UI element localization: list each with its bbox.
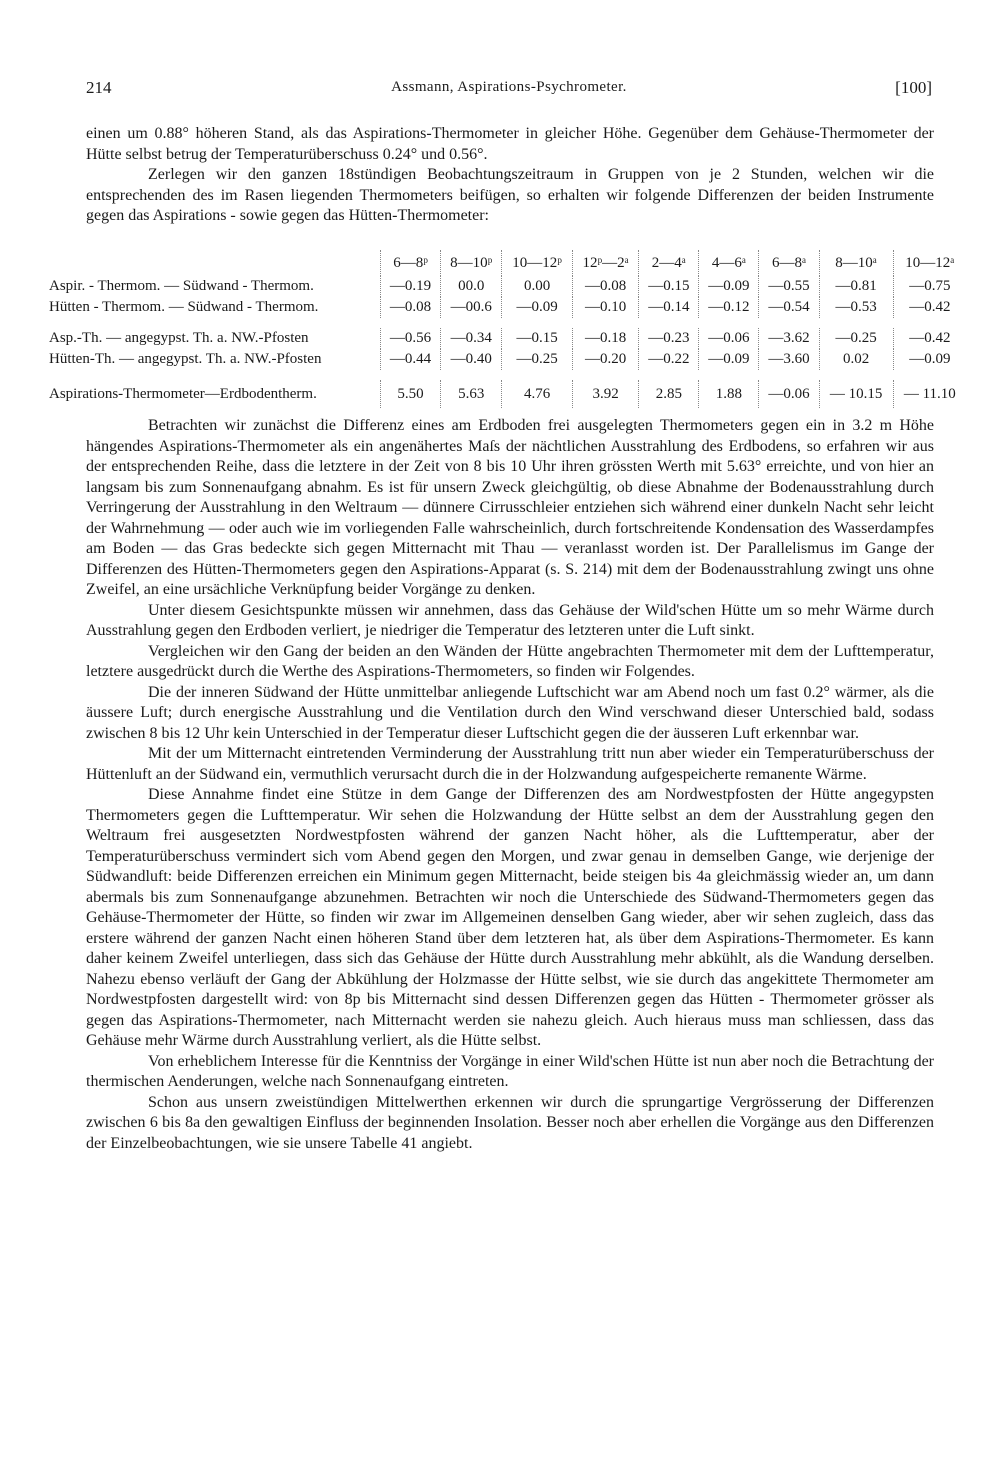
table-cell: 0.00: [502, 276, 573, 297]
body-text: [86, 416, 934, 1154]
table-cell: 0.02: [819, 349, 893, 370]
paragraph: Schon aus unsern zweistündigen Mittelwerthen erkennen wir durch die sprungartige Vergrösserung der Differenzen zwischen 6 bis 8a den gewaltigen Einfluss der beginnenden Insolation. Besser noch aber erhellen die Vorgänge aus den Differenzen der Einzelbeobachtungen, wie sie unsere Tabelle 41 angiebt.: [86, 1093, 934, 1152]
table-cell: —3.62: [759, 328, 819, 349]
table-cell: —0.56: [381, 328, 441, 349]
table-cell: —0.55: [759, 276, 819, 297]
table-cell: 00.0: [441, 276, 502, 297]
table-cell: —0.44: [381, 349, 441, 370]
column-header: 10—12ᵃ: [893, 250, 966, 276]
paragraph: Vergleichen wir den Gang der beiden an den Wänden der Hütte angebrachten Thermometer mit dem der Lufttemperatur, letztere ausgedrückt durch die Werthe des Aspirations-Thermometers, so finden wir Folgendes.: [86, 642, 934, 680]
table-cell: 5.63: [441, 380, 502, 408]
paragraph: Diese Annahme findet eine Stütze in dem Gange der Differenzen des am Nordwestpfosten der Hütte angegypsten Thermometers gegen die Lufttemperatur. Wir sehen die Holzwandung der Hütte selbst an dem der Ausstrahlung gegen den Weltraum frei ausgesetzten Nordwestpfosten während der ganzen Nacht höher, als die Lufttemperatur, aber der Temperaturüberschuss vermindert sich vom Abend gegen den Morgen, und zwar genau in demselben Gange, wie derjenige der Südwandluft: beide Differenzen erreichen ein Minimum gegen Mitternacht, beide steigen bis 4a gleichmässig wieder an, um dann abermals bis zum Sonnenaufgange abzunehmen. Betrachten wir noch die Unterschiede des Südwand-Thermometers gegen das Gehäuse-Thermometer der Hütte, so finden wir zwar im Allgemeinen denselben Gang wieder, aber wir sehen zugleich, dass das erstere während der ganzen Nacht einen höheren Stand über dem letzteren hat, als über dem Aspirations-Thermometer. Es kann daher keinem Zweifel unterliegen, dass sich das Gehäuse der Hütte durch Ausstrahlung mehr abkühlt, als die Wandung derselben. Nahezu ebenso verläuft der Gang der Abkühlung der Holzmasse der Hütte selbst, wie sie durch das angekittete Thermometer am Nordwestpfosten dargestellt wird: von 8p bis Mitternacht sind dessen Differenzen gegen das Hütten - Thermometer grösser als gegen das Aspirations-Thermometer, nach Mitternacht werden sie nahezu gleich. Auch hieraus muss man schliessen, dass das Gehäuse mehr Wärme durch Ausstrahlung verliert, als die Hütte selbst.: [86, 786, 934, 1049]
table-row: [46, 380, 966, 408]
paragraph: Mit der um Mitternacht eintretenden Verminderung der Ausstrahlung tritt nun aber wieder ein Temperaturüberschuss der Hüttenluft an der Südwand ein, vermuthlich verursacht durch die in der Holzwandung aufgespeicherte remanente Wärme.: [86, 745, 934, 783]
table-header-row: [46, 250, 966, 276]
table-cell: —0.75: [893, 276, 966, 297]
table-cell: 1.88: [699, 380, 759, 408]
row-label: Asp.-Th. — angegypst. Th. a. NW.-Pfosten: [49, 330, 309, 346]
row-label: Hütten-Th. — angegypst. Th. a. NW.-Pfosten: [49, 351, 322, 367]
table-cell: —0.20: [572, 349, 638, 370]
table-cell: 5.50: [381, 380, 441, 408]
table-cell: —0.22: [639, 349, 699, 370]
table-cell: —0.81: [819, 276, 893, 297]
table-cell: 4.76: [502, 380, 573, 408]
table-row: [46, 297, 966, 318]
table-cell: —0.06: [699, 328, 759, 349]
column-header: 2—4ᵃ: [639, 250, 699, 276]
table-row: [46, 328, 966, 349]
table-cell: 2.85: [639, 380, 699, 408]
differences-table: [46, 250, 966, 408]
table-spacer: [46, 370, 966, 380]
column-header: 8—10ᵃ: [819, 250, 893, 276]
intro-text: [86, 124, 934, 227]
table-cell: —0.12: [699, 297, 759, 318]
table-cell: —0.23: [639, 328, 699, 349]
row-label: Aspirations-Thermometer—Erdbodentherm.: [49, 385, 317, 402]
table-cell: —0.09: [699, 349, 759, 370]
table-cell: —00.6: [441, 297, 502, 318]
column-header: 12ᵖ—2ᵃ: [572, 250, 638, 276]
table-cell: — 11.10: [893, 380, 966, 408]
table-cell: —0.09: [699, 276, 759, 297]
table-cell: —0.08: [381, 297, 441, 318]
table-spacer: [46, 318, 966, 328]
column-header: 6—8ᵖ: [381, 250, 441, 276]
table-cell: —0.42: [893, 328, 966, 349]
paragraph: Von erheblichem Interesse für die Kenntniss der Vorgänge in einer Wild'schen Hütte ist nun aber noch die Betrachtung der thermischen Aenderungen, welche nach Sonnenaufgang eintreten.: [86, 1052, 934, 1090]
running-header: [86, 78, 932, 104]
table-header-blank: [46, 250, 381, 276]
table-cell: 3.92: [572, 380, 638, 408]
row-label: Hütten - Thermom. — Südwand - Thermom.: [49, 299, 319, 315]
section-number: [100]: [895, 78, 932, 97]
table-cell: —0.10: [572, 297, 638, 318]
page-number: 214: [86, 78, 112, 97]
column-header: 4—6ᵃ: [699, 250, 759, 276]
table-cell: —0.09: [502, 297, 573, 318]
row-label: Aspir. - Thermom. — Südwand - Thermom.: [49, 278, 314, 294]
table-cell: —0.25: [819, 328, 893, 349]
table-cell: —0.06: [759, 380, 819, 408]
table-cell: — 10.15: [819, 380, 893, 408]
table-cell: —0.53: [819, 297, 893, 318]
paragraph: Die der inneren Südwand der Hütte unmittelbar anliegende Luftschicht war am Abend noch um fast 0.2° wärmer, als die äussere Luft; durch energische Ausstrahlung und die Ventilation durch den Wind verschwand dieser Unterschied bald, sodass zwischen 8 bis 12 Uhr kein Unterschied in der Temperatur dieser Luftschicht gegen die der äusseren Luft erkennbar war.: [86, 683, 934, 742]
table-cell: —0.08: [572, 276, 638, 297]
table-cell: —0.34: [441, 328, 502, 349]
table-cell: —0.09: [893, 349, 966, 370]
table-cell: —0.15: [639, 276, 699, 297]
paragraph: einen um 0.88° höheren Stand, als das Aspirations-Thermometer in gleicher Höhe. Gegenüber dem Gehäuse-Thermometer der Hütte selbst betrug der Temperaturüberschuss 0.24° und 0.56°.: [86, 125, 934, 163]
table-cell: —0.25: [502, 349, 573, 370]
paragraph: Unter diesem Gesichtspunkte müssen wir annehmen, dass das Gehäuse der Wild'schen Hütte um so mehr Wärme durch Ausstrahlung gegen den Erdboden verliert, je niedriger die Temperatur des letzteren unter die Luft sinkt.: [86, 601, 934, 639]
table-cell: —0.15: [502, 328, 573, 349]
table-cell: —3.60: [759, 349, 819, 370]
column-header: 10—12ᵖ: [502, 250, 573, 276]
table-cell: —0.54: [759, 297, 819, 318]
paragraph: Zerlegen wir den ganzen 18stündigen Beobachtungszeitraum in Gruppen von je 2 Stunden, welchen wir die entsprechenden des im Rasen liegenden Thermometers beifügen, so erhalten wir folgende Differenzen der beiden Instrumente gegen das Aspirations - sowie gegen das Hütten-Thermometer:: [86, 166, 934, 224]
paragraph: Betrachten wir zunächst die Differenz eines am Erdboden frei ausgelegten Thermometers gegen ein in 3.2 m Höhe hängendes Aspirations-Thermometer als ein angenähertes Maſs der nächtlichen Ausstrahlung des Erdbodens, so erfahren wir aus der entsprechenden Reihe, dass die letztere in der Zeit von 8 bis 10 Uhr ihren grössten Werth mit 5.63° erreichte, und von hier an langsam bis zum Sonnenaufgang abnahm. Es ist für unsern Zweck gleichgültig, ob diese Abnahme der Bodenausstrahlung durch Verringerung der Ausstrahlung in den Weltraum — dünnere Cirrusschleier entziehen sich während einer dunkeln Nacht sehr leicht der Wahrnehmung — oder auch wie im vorliegenden Falle wahrscheinlich, durch fortschreitende Kondensation des Wasserdampfes am Boden — das Gras bedeckte sich gegen Mitternacht mit Thau — veranlasst worden ist. Der Parallelismus im Gange der Differenzen des Hütten-Thermometers gegen den Aspirations-Apparat (s. S. 214) mit dem der Bodenausstrahlung zwingt uns ohne Zweifel, an eine ursächliche Verknüpfung beider Vorgänge zu denken.: [86, 417, 934, 598]
table-cell: —0.14: [639, 297, 699, 318]
running-title: Assmann, Aspirations-Psychrometer.: [391, 79, 627, 95]
column-header: 8—10ᵖ: [441, 250, 502, 276]
table-cell: —0.40: [441, 349, 502, 370]
table-cell: —0.18: [572, 328, 638, 349]
table-cell: —0.19: [381, 276, 441, 297]
table-cell: —0.42: [893, 297, 966, 318]
table-row: [46, 276, 966, 297]
column-header: 6—8ᵃ: [759, 250, 819, 276]
table-row: [46, 349, 966, 370]
